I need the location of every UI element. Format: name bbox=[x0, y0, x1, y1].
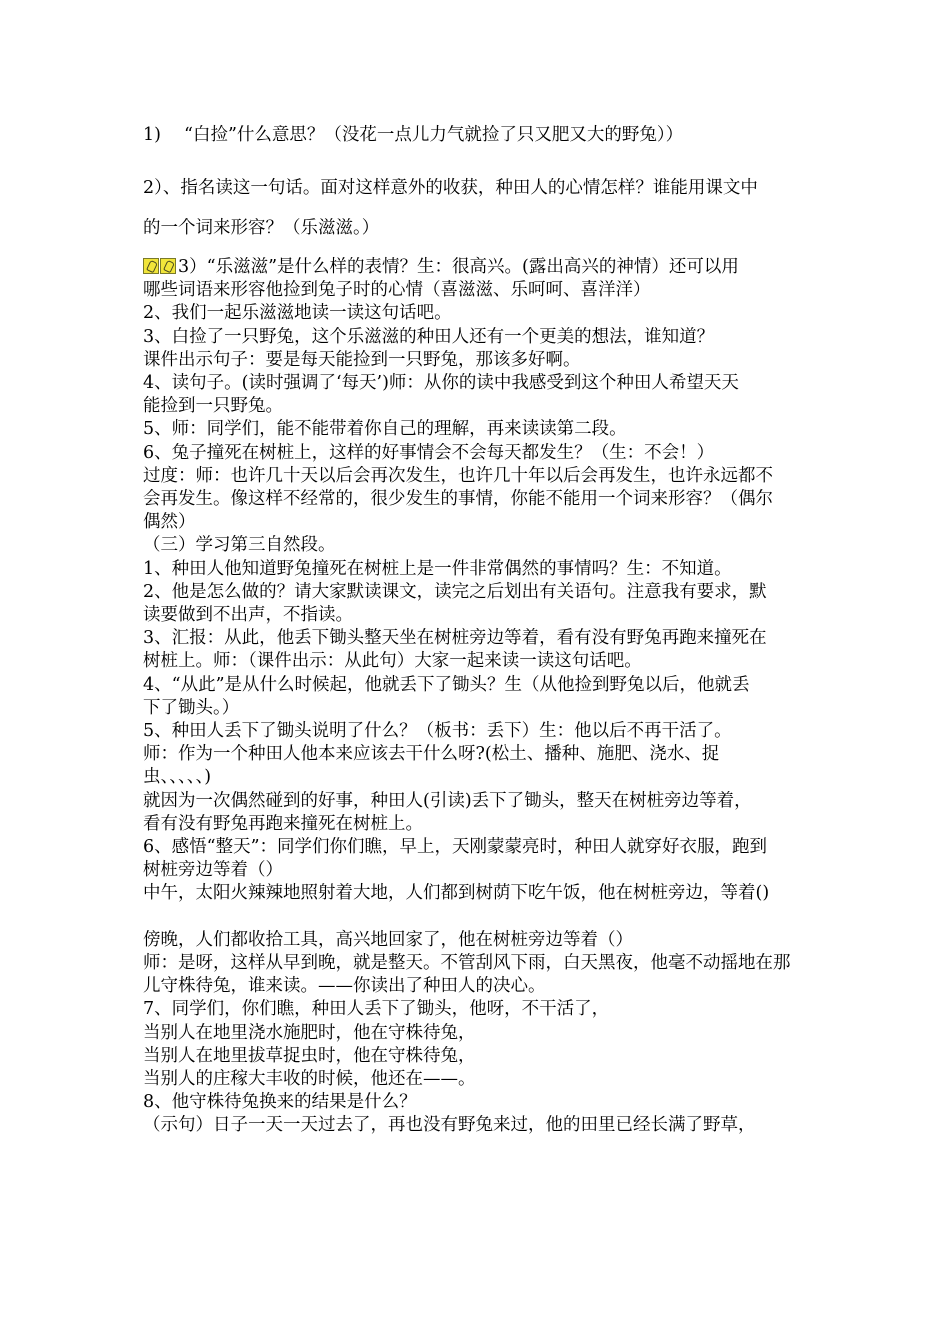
body-line-text: 当别人的庄稼大丰收的时候，他还在——。 bbox=[143, 1069, 476, 1089]
body-line-text: 哪些词语来形容他捡到兔子时的心情（喜滋滋、乐呵呵、喜洋洋） bbox=[143, 280, 651, 301]
body-line-text: （示句）日子一天一天过去了，再也没有野兔来过，他的田里已经长满了野草， bbox=[143, 1115, 756, 1136]
body-line bbox=[143, 279, 823, 301]
body-line bbox=[143, 674, 823, 696]
body-line bbox=[143, 511, 823, 533]
body-line-text: 会再发生。像这样不经常的，很少发生的事情，你能不能用一个词来形容？（偶尔 bbox=[143, 489, 773, 509]
body-line bbox=[143, 859, 823, 881]
body-line bbox=[143, 395, 823, 417]
body-line-text: （三）学习第三自然段。 bbox=[143, 535, 336, 556]
body-line bbox=[143, 836, 823, 858]
section-line-3: 的一个词来形容？（乐滋滋。） bbox=[143, 218, 380, 238]
body-line-text: 傍晚，人们都收拾工具，高兴地回家了，他在树桩旁边等着（） bbox=[143, 929, 633, 950]
body-line bbox=[143, 256, 823, 280]
annotation-icons bbox=[143, 258, 177, 280]
body-line-text: 能捡到一只野兔。 bbox=[143, 396, 283, 417]
section-line-2: 2）、指名读这一句话。面对这样意外的收获，种田人的心情怎样？谁能用课文中 bbox=[143, 178, 758, 198]
body-line-text: 当别人在地里浇水施肥时，他在守株待兔， bbox=[143, 1022, 476, 1043]
body-line bbox=[143, 1114, 823, 1136]
body-line-text: 下了锄头。） bbox=[143, 697, 240, 718]
body-line-text: 中午，太阳火辣辣地照射着大地，人们都到树荫下吃午饭，他在树桩旁边，等着() bbox=[143, 883, 770, 904]
body-line bbox=[143, 1022, 823, 1044]
body-line-text: 6、兔子撞死在树桩上，这样的好事情会不会每天都发生？（生：不会！） bbox=[143, 442, 715, 463]
body-line bbox=[143, 558, 823, 580]
body-line bbox=[143, 952, 823, 974]
body-line bbox=[143, 650, 823, 672]
body-line-text: 虫、、、、、) bbox=[143, 767, 212, 788]
body-line-text: 5、种田人丢下了锄头说明了什么？（板书：丢下）生：他以后不再干活了。 bbox=[143, 721, 732, 741]
body-line-text: 偶然） bbox=[143, 512, 196, 533]
body-line bbox=[143, 882, 823, 904]
body-line bbox=[143, 1091, 823, 1113]
body-line-text: 就因为一次偶然碰到的好事，种田人(引读)丢下了锄头，整天在树桩旁边等着， bbox=[143, 790, 752, 811]
body-line-text: 课件出示句子：要是每天能捡到一只野兔，那该多好啊。 bbox=[143, 349, 581, 370]
body-line-text: 8、他守株待兔换来的结果是什么？ bbox=[143, 1092, 417, 1113]
body-line-text: 儿守株待兔，谁来读。——你读出了种田人的决心。 bbox=[143, 976, 546, 997]
body-line-text: 2、他是怎么做的？请大家默读课文，读完之后划出有关语句。注意我有要求，默 bbox=[143, 581, 767, 602]
body-line bbox=[143, 581, 823, 603]
body-line bbox=[143, 998, 823, 1020]
body-line bbox=[143, 813, 823, 835]
body-line-text: 师：是呀，这样从早到晚，就是整天。不管刮风下雨，白天黑夜，他毫不动摇地在那 bbox=[143, 953, 791, 973]
body-line-text: 过度：师：也许几十天以后会再次发生，也许几十年以后会再发生，也许永远都不 bbox=[143, 465, 773, 486]
body-line bbox=[143, 790, 823, 812]
body-line bbox=[143, 697, 823, 719]
body-line-text: 5、师：同学们，能不能带着你自己的理解，再来读读第二段。 bbox=[143, 419, 627, 440]
body-line bbox=[143, 929, 823, 951]
body-line-text: 4、读句子。(读时强调了‘每天’)师：从你的读中我感受到这个种田人希望天天 bbox=[143, 373, 739, 393]
body-line-text: 7、同学们，你们瞧，种田人丢下了锄头，他呀，不干活了， bbox=[143, 999, 610, 1020]
body-line bbox=[143, 418, 823, 440]
body-line bbox=[143, 720, 823, 742]
body-line-text: 师：作为一个种田人他本来应该去干什么呀?(松土、播种、施肥、浇水、捉 bbox=[143, 744, 720, 765]
body-line bbox=[143, 975, 823, 997]
body-line-text: 4、“从此”是从什么时候起，他就丢下了锄头？生（从他捡到野兔以后，他就丢 bbox=[143, 674, 750, 695]
body-line-text: 读要做到不出声，不指读。 bbox=[143, 605, 353, 625]
body-line-text: 3）“乐滋滋”是什么样的表情？生：很高兴。(露出高兴的神情）还可以用 bbox=[178, 257, 739, 277]
body-line-text: 1、种田人他知道野兔撞死在树桩上是一件非常偶然的事情吗？生：不知道。 bbox=[143, 558, 732, 579]
body-line bbox=[143, 766, 823, 788]
body-line-text: 6、感悟“整天”：同学们你们瞧，早上，天刚蒙蒙亮时，种田人就穿好衣服，跑到 bbox=[143, 837, 768, 857]
body-line bbox=[143, 488, 823, 510]
body-line bbox=[143, 349, 823, 371]
pen-icon bbox=[143, 258, 159, 274]
body-line bbox=[143, 1068, 823, 1090]
body-line bbox=[143, 326, 823, 348]
body-line-text: 树桩上。师：（课件出示：从此句）大家一起来读一读这句话吧。 bbox=[143, 651, 642, 672]
body-line bbox=[143, 465, 823, 487]
body-line bbox=[143, 534, 823, 556]
pen-icon bbox=[160, 258, 176, 274]
body-line bbox=[143, 1045, 823, 1067]
body-line-text: 树桩旁边等着（） bbox=[143, 860, 283, 881]
body-line bbox=[143, 372, 823, 394]
body-line bbox=[143, 302, 823, 324]
body-line bbox=[143, 442, 823, 464]
body-line-text: 看有没有野兔再跑来撞死在树桩上。 bbox=[143, 813, 423, 834]
body-line-text: 3、白捡了一只野兔，这个乐滋滋的种田人还有一个更美的想法，谁知道？ bbox=[143, 326, 715, 347]
body-line bbox=[143, 627, 823, 649]
body-line-text: 2、我们一起乐滋滋地读一读这句话吧。 bbox=[143, 303, 452, 324]
body-line bbox=[143, 604, 823, 626]
body-line bbox=[143, 743, 823, 765]
body-line-text: 3、汇报：从此，他丢下锄头整天坐在树桩旁边等着，看有没有野兔再跑来撞死在 bbox=[143, 628, 767, 649]
section-line-1: 1) “白捡”什么意思？（没花一点儿力气就捡了只又肥又大的野兔）） bbox=[143, 125, 684, 145]
body-line-text: 当别人在地里拔草捉虫时，他在守株待兔， bbox=[143, 1045, 476, 1066]
